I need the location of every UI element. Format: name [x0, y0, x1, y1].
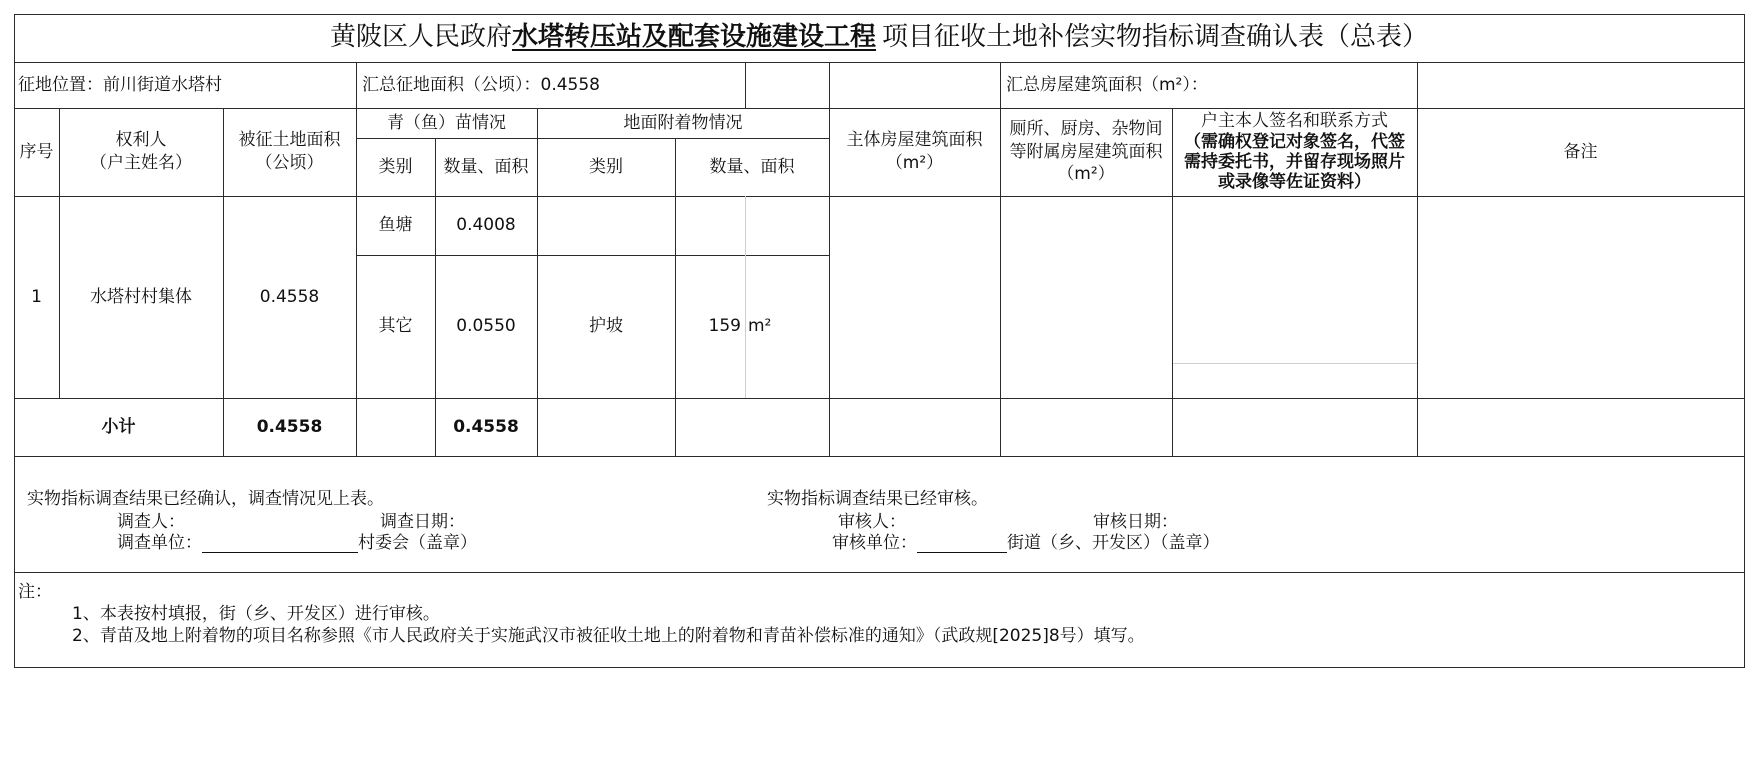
survey-unit-blank	[202, 532, 358, 553]
surveyor-label: 调查人：	[117, 512, 185, 532]
survey-unit-line	[117, 528, 477, 553]
header-signature	[1172, 108, 1417, 196]
reviewer-label: 审核人：	[838, 512, 906, 532]
header-crop-group: 青（鱼）苗情况	[387, 112, 506, 133]
title-suffix: 项目征收土地补偿实物指标调查确认表（总表）	[882, 22, 1429, 53]
total-house-area: 汇总房屋建筑面积（m²）：	[1006, 74, 1208, 95]
header-main-house-line1: 主体房屋建筑面积	[846, 130, 983, 151]
rule	[1172, 363, 1417, 364]
review-statement: 实物指标调查结果已经审核。	[767, 489, 988, 509]
header-crop-type: 类别	[378, 156, 413, 177]
crop-qty-other: 0.0550	[456, 316, 516, 337]
header-main-house	[829, 108, 1000, 196]
header-aux-house-line2: 等附属房屋建筑面积	[1009, 141, 1163, 162]
rule	[14, 667, 1744, 668]
survey-unit-suffix: 村委会（盖章）	[358, 533, 477, 553]
header-signature-line4: 或录像等佐证资料）	[1218, 172, 1371, 193]
title-prefix: 黄陂区人民政府	[329, 22, 512, 53]
row-land-area: 0.4558	[259, 286, 320, 307]
header-land-line2: （公顷）	[255, 153, 324, 173]
crop-type-other: 其它	[378, 316, 413, 337]
title-project-name: 水塔转压站及配套设施建设工程	[511, 22, 876, 53]
attachment-qty: 159	[708, 316, 741, 337]
survey-date-label: 调查日期：	[380, 512, 465, 532]
header-attachment-type: 类别	[589, 156, 623, 177]
rule	[14, 572, 1744, 573]
review-unit-blank	[917, 532, 1007, 553]
note-item: 1、本表按村填报，街（乡、开发区）进行审核。	[72, 604, 440, 624]
rule	[829, 62, 830, 108]
header-land-area	[223, 108, 356, 196]
review-date-label: 审核日期：	[1093, 512, 1178, 532]
header-land-line1: 被征土地面积	[238, 130, 341, 151]
review-unit-line	[832, 528, 1220, 553]
land-location: 征地位置：前川街道水塔村	[18, 74, 222, 95]
crop-qty-fishpond: 0.4008	[456, 215, 516, 236]
header-remark: 备注	[1563, 141, 1598, 162]
header-signature-line1: 户主本人签名和联系方式	[1201, 111, 1388, 132]
header-owner-line1: 权利人	[115, 130, 167, 151]
notes-label: 注：	[18, 582, 52, 602]
subtotal-crop-qty: 0.4558	[453, 416, 519, 437]
row-owner: 水塔村村集体	[90, 286, 192, 307]
header-attachment-group: 地面附着物情况	[623, 112, 743, 133]
survey-unit-label: 调查单位：	[117, 533, 202, 553]
note-item: 2、青苗及地上附着物的项目名称参照《市人民政府关于实施武汉市被征收土地上的附着物和青苗补偿标准的通知》（武政规[2025]8号）填写。	[72, 626, 1145, 646]
header-attachment-qty: 数量、面积	[709, 156, 795, 177]
review-unit-suffix: 街道（乡、开发区）（盖章）	[1007, 533, 1220, 553]
attachment-type: 护坡	[589, 316, 623, 337]
header-owner-line2: （户主姓名）	[90, 153, 192, 173]
header-aux-house	[1000, 108, 1172, 196]
row-seq: 1	[31, 286, 42, 307]
header-aux-house-line1: 厕所、厨房、杂物间	[1009, 118, 1163, 139]
crop-type-fishpond: 鱼塘	[378, 215, 413, 236]
attachment-unit: m²	[748, 316, 772, 337]
header-crop-qty: 数量、面积	[443, 156, 529, 177]
subtotal-label: 小计	[101, 416, 136, 437]
header-owner	[59, 108, 223, 196]
header-signature-line2: （需确权登记对象签名，代签	[1184, 131, 1405, 152]
survey-statement: 实物指标调查结果已经确认，调查情况见上表。	[27, 489, 384, 509]
total-land-area: 汇总征地面积（公顷）：0.4558	[362, 74, 600, 95]
rule	[1417, 62, 1418, 108]
header-signature-line3: 需持委托书，并留存现场照片	[1184, 152, 1405, 172]
header-aux-house-line3: （m²）	[1057, 164, 1115, 185]
review-unit-label: 审核单位：	[832, 533, 917, 553]
header-main-house-line2: （m²）	[885, 153, 944, 173]
rule	[1744, 14, 1745, 668]
header-seq: 序号	[19, 141, 54, 162]
subtotal-land-area: 0.4558	[256, 416, 323, 437]
page-title	[14, 14, 1744, 62]
rule	[14, 456, 1744, 457]
rule	[745, 62, 746, 108]
